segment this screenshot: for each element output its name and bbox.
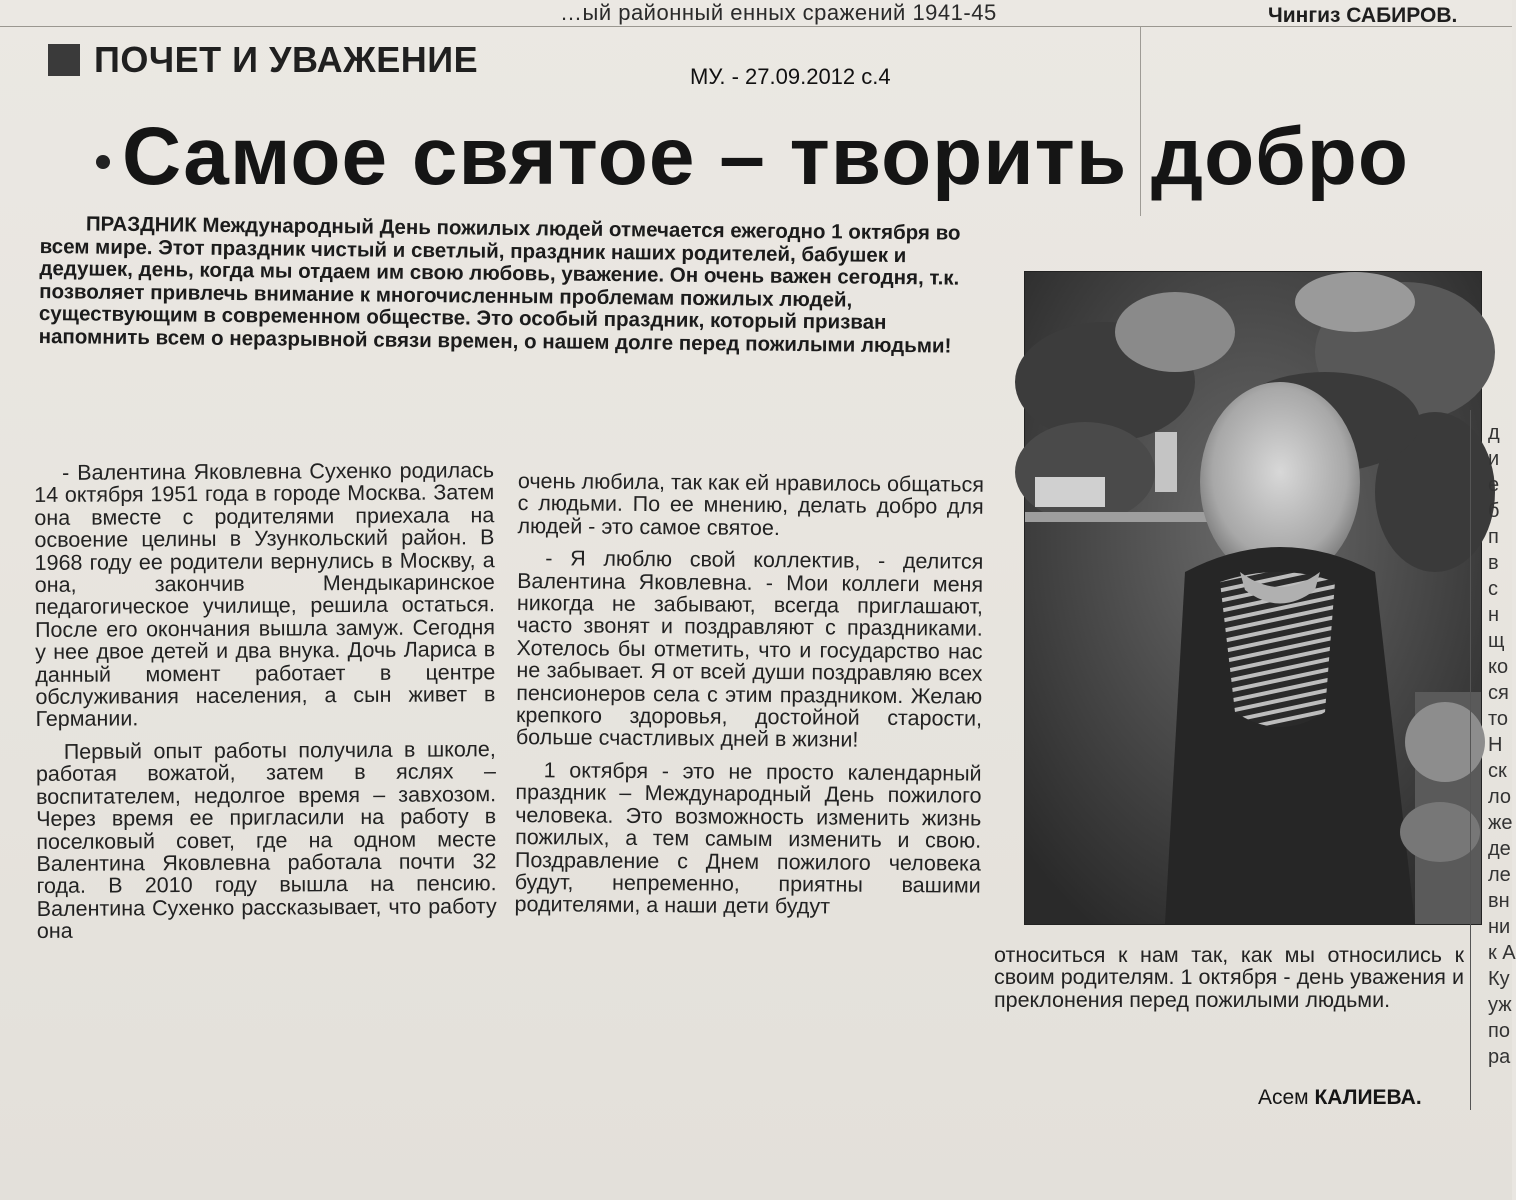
paragraph: очень любила, так как ей нравилось общаться с людьми. По ее мнению, делать добро для людей - это самое святое. [517, 469, 985, 540]
source-citation: МУ. - 27.09.2012 с.4 [690, 64, 891, 89]
paragraph: относиться к нам так, как мы относились к своим родителям. 1 октября - день уважения и преклонения перед пожилыми людьми. [994, 943, 1464, 1012]
paragraph: - Я люблю свой коллектив, - делится Валентина Яковлевна. - Мои коллеги меня никогда не забывают, всегда приглашают, часто звонят и поздравляют с праздниками. Хотелось бы отметить, что и государство нас не забывает. Я от всей души поздравляю всех пенсионеров села с этим праздником. Желаю крепкого здоровья, достойной старости, больше счастливых дней в жизни! [515, 546, 984, 753]
section-heading [48, 38, 478, 82]
paragraph: 1 октября - это не просто календарный праздник – Международный День пожилого человека. Это возможность изменить жизнь пожилых, а тем самым изменить и свою. Поздравление с Днем пожилого человека будут, непременно, приятны вашими родителями, а наши дети будут [514, 758, 982, 919]
byline [1258, 1086, 1422, 1110]
bullet-icon [96, 155, 110, 169]
section-label: ПОЧЕТ И УВАЖЕНИЕ [94, 39, 479, 80]
column-divider [1470, 410, 1471, 1110]
article-headline [96, 110, 1416, 204]
portrait-photo [1024, 271, 1482, 925]
article-column-3 [994, 944, 1464, 1011]
previous-article-author: Чингиз САБИРОВ. [1268, 4, 1458, 27]
paragraph: - Валентина Яковлевна Сухенко родилась 14 октября 1951 года в городе Москва. Затем она вместе с родителями приехала на освоение целины в Узункольский район. В 1968 году ее родители вернулись в Москву, а она, закончив Мендыкаринское педагогическое училище, решила остаться. После его окончания вышла замуж. Сегодня у нее двое детей и два внука. Дочь Лариса в данный момент работает в центре обслуживания населения, а сын живет в Германии. [34, 458, 496, 732]
byline-last-name: КАЛИЕВА. [1314, 1086, 1422, 1109]
paragraph: Первый опыт работы получила в школе, работая вожатой, затем в яслях – воспитателем, недолгое время – завхозом. Через время ее пригласили на работу в поселковый совет, где на одном месте Валентина Яковлевна работала почти 32 года. В 2010 году вышла на пенсию. Валентина Сухенко рассказывает, что работу она [35, 737, 497, 944]
article-column-1 [34, 459, 497, 942]
byline-first-name: Асем [1258, 1086, 1309, 1109]
previous-article-strip [0, 0, 1512, 27]
previous-article-snippet: …ый районный енных сражений 1941-45 [560, 0, 997, 25]
article-column-2 [514, 470, 983, 919]
adjacent-article-edge: д и е б п в с н щ ко ся то Н ск ло же де ле вн ни к А Ку уж по ра [1488, 422, 1516, 1068]
section-marker-icon [48, 44, 80, 76]
headline-text: Самое святое – творить добро [122, 111, 1409, 202]
article-lead [39, 213, 985, 358]
lead-text: ПРАЗДНИК Международный День пожилых людей отмечается ежегодно 1 октября во всем мире. Этот праздник чистый и светлый, праздник наших родителей, бабушек и дедушек, день, когда мы отдаем им свою любовь, уважение. Он очень важен сегодня, т.к. позволяет привлечь внимание к многочисленным проблемам пожилых людей, существующим в современном обществе. Это особый праздник, который призван напомнить всем о неразрывной связи времен, о нашем долге перед пожилыми людьми! [38, 212, 961, 358]
